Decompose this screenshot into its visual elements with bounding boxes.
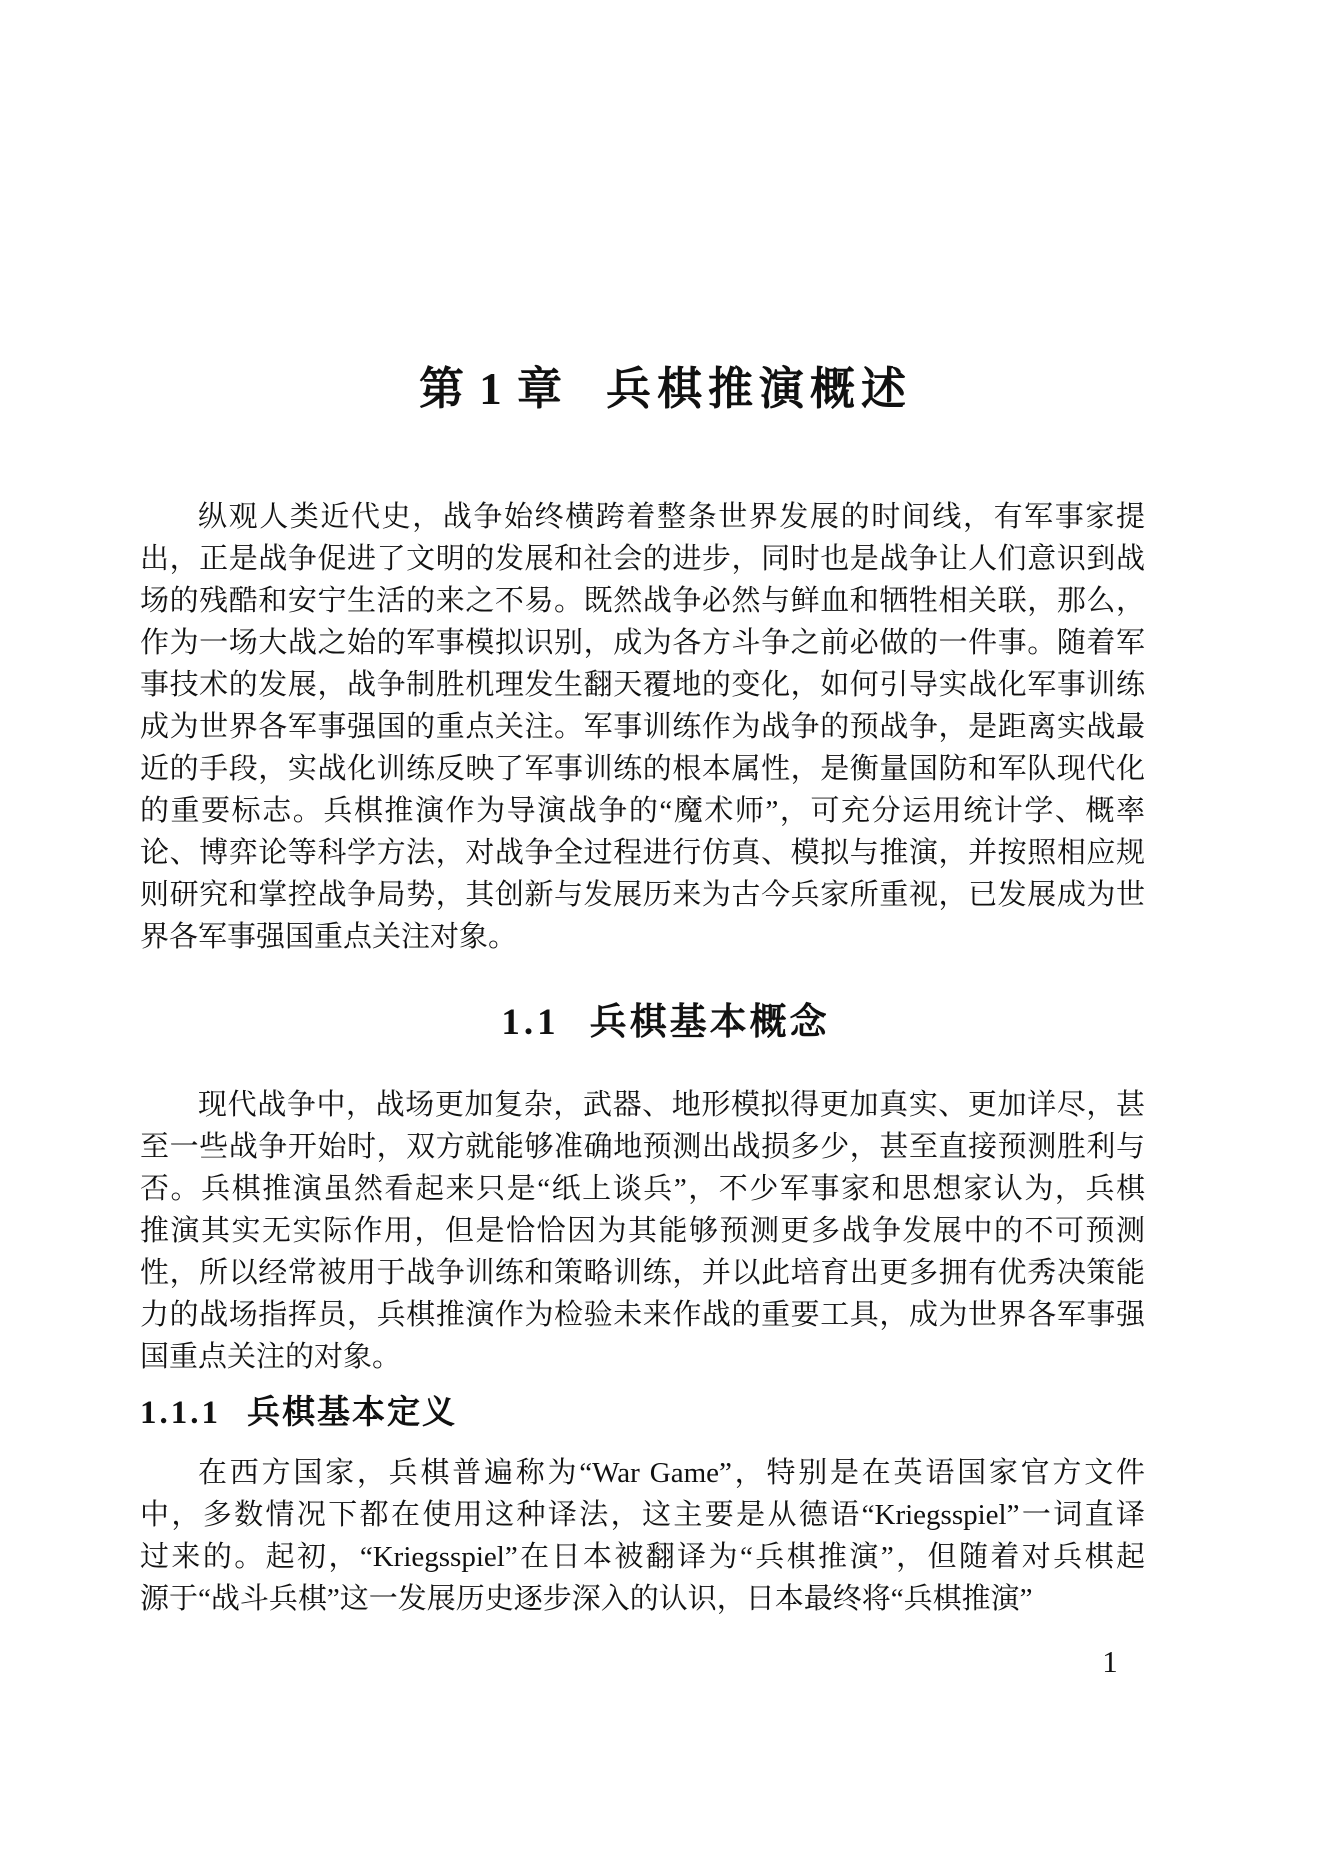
subsection-heading-1-1-1	[140, 1389, 1145, 1435]
text-line: 作为一场大战之始的军事模拟识别，成为各方斗争之前必做的一件事。随着军	[140, 627, 1145, 659]
chapter-heading	[0, 358, 1331, 420]
page-number: 1	[1102, 1644, 1118, 1679]
text-line: 源于“战斗兵棋”这一发展历史逐步深入的认识，日本最终将“兵棋推演”	[140, 1583, 1033, 1615]
text-line: 出，正是战争促进了文明的发展和社会的进步，同时也是战争让人们意识到战	[140, 543, 1145, 575]
text-line: 成为世界各军事强国的重点关注。军事训练作为战争的预战争，是距离实战最	[140, 711, 1145, 743]
text-line: 场的残酷和安宁生活的来之不易。既然战争必然与鲜血和牺牲相关联，那么，	[140, 585, 1145, 617]
chapter-number: 第 1 章	[418, 364, 564, 414]
text-line: 至一些战争开始时，双方就能够准确地预测出战损多少，甚至直接预测胜利与	[140, 1131, 1145, 1163]
subsection-number: 1.1.1	[140, 1395, 221, 1431]
text-line: 则研究和掌控战争局势，其创新与发展历来为古今兵家所重视，已发展成为世	[140, 879, 1145, 911]
text-line: 中，多数情况下都在使用这种译法，这主要是从德语“Kriegsspiel”一词直译	[140, 1499, 1145, 1531]
subsection-1-1-1-paragraph	[140, 1452, 1145, 1620]
section-1-1-paragraph	[140, 1084, 1145, 1378]
intro-paragraph	[140, 496, 1145, 958]
text-line: 的重要标志。兵棋推演作为导演战争的“魔术师”，可充分运用统计学、概率	[140, 795, 1145, 827]
text-line: 推演其实无实际作用，但是恰恰因为其能够预测更多战争发展中的不可预测	[140, 1215, 1145, 1247]
text-line: 界各军事强国重点关注对象。	[140, 921, 518, 953]
text-line: 性，所以经常被用于战争训练和策略训练，并以此培育出更多拥有优秀决策能	[140, 1257, 1145, 1289]
text-line: 力的战场指挥员，兵棋推演作为检验未来作战的重要工具，成为世界各军事强	[140, 1299, 1145, 1331]
section-heading-1-1	[0, 996, 1331, 1048]
text-line: 论、博弈论等科学方法，对战争全过程进行仿真、模拟与推演，并按照相应规	[140, 837, 1145, 869]
text-line: 否。兵棋推演虽然看起来只是“纸上谈兵”，不少军事家和思想家认为，兵棋	[140, 1173, 1145, 1205]
chapter-title: 兵棋推演概述	[606, 363, 913, 414]
subsection-title: 兵棋基本定义	[247, 1393, 457, 1430]
text-line: 国重点关注的对象。	[140, 1341, 402, 1373]
text-line: 事技术的发展，战争制胜机理发生翻天覆地的变化，如何引导实战化军事训练	[140, 669, 1145, 701]
text-line: 在西方国家，兵棋普遍称为“War Game”，特别是在英语国家官方文件	[198, 1457, 1145, 1489]
text-line: 过来的。起初，“Kriegsspiel”在日本被翻译为“兵棋推演”，但随着对兵棋起	[140, 1541, 1145, 1573]
text-line: 近的手段，实战化训练反映了军事训练的根本属性，是衡量国防和军队现代化	[140, 753, 1145, 785]
section-number: 1.1	[501, 1002, 560, 1043]
text-line: 纵观人类近代史，战争始终横跨着整条世界发展的时间线，有军事家提	[198, 501, 1145, 533]
text-line: 现代战争中，战场更加复杂，武器、地形模拟得更加真实、更加详尽，甚	[198, 1089, 1145, 1121]
section-title: 兵棋基本概念	[589, 1001, 830, 1042]
